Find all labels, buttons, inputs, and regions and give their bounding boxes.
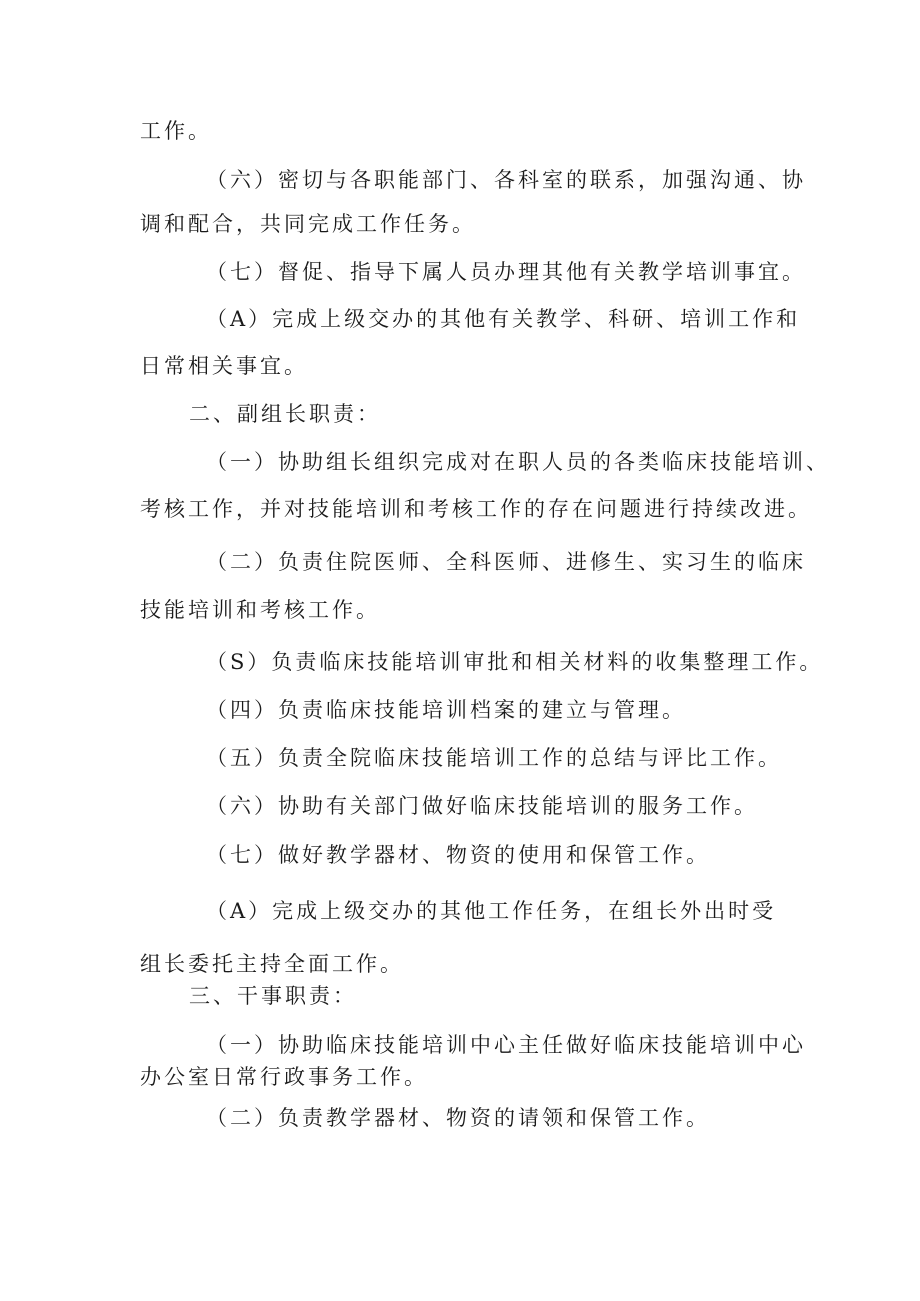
paragraph-line: 调和配合，共同完成工作任务。 (140, 212, 476, 236)
paragraph-line: （七）督促、指导下属人员办理其他有关教学培训事宜。 (206, 260, 806, 284)
paragraph-line: 组长委托主持全面工作。 (140, 952, 404, 976)
paragraph-line: （五）负责全院临床技能培训工作的总结与评比工作。 (206, 746, 782, 770)
paragraph-line: （二）负责住院医师、全科医师、进修生、实习生的临床 (206, 550, 806, 574)
paragraph-line: 考核工作，并对技能培训和考核工作的存在问题进行持续改进。 (140, 497, 812, 521)
paragraph-line: （六）协助有关部门做好临床技能培训的服务工作。 (206, 794, 758, 818)
paragraph-line: （一）协助组长组织完成对在职人员的各类临床技能培训、 (206, 450, 830, 474)
section-heading: 三、干事职责： (189, 984, 357, 1008)
paragraph-line: （S）负责临床技能培训审批和相关材料的收集整理工作。 (206, 650, 824, 674)
paragraph-line: （二）负责教学器材、物资的请领和保管工作。 (206, 1106, 710, 1130)
paragraph-line: （一）协助临床技能培训中心主任做好临床技能培训中心 (206, 1033, 806, 1057)
paragraph-line: （A）完成上级交办的其他有关教学、科研、培训工作和 (206, 307, 801, 331)
paragraph-line: 日常相关事宜。 (140, 354, 308, 378)
paragraph-line: （A）完成上级交办的其他工作任务，在组长外出时受 (206, 899, 777, 923)
paragraph-line: （四）负责临床技能培训档案的建立与管理。 (206, 698, 686, 722)
paragraph-line: （六）密切与各职能部门、各科室的联系，加强沟通、协 (206, 168, 806, 192)
paragraph-line: 办公室日常行政事务工作。 (140, 1065, 428, 1089)
section-heading: 二、副组长职责： (189, 402, 381, 426)
paragraph-line: 工作。 (140, 119, 212, 143)
paragraph-line: （七）做好教学器材、物资的使用和保管工作。 (206, 843, 710, 867)
paragraph-line: 技能培训和考核工作。 (140, 598, 380, 622)
